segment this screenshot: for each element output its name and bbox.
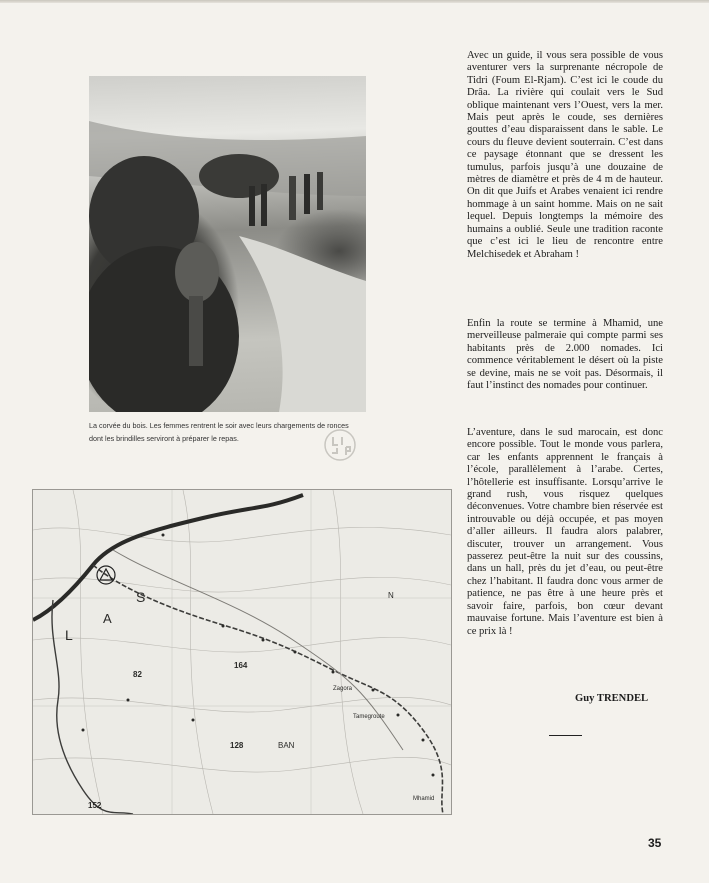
watermark-logo-icon [322,427,358,463]
map-drawing [33,490,451,814]
map-main-road [33,495,303,620]
map-village-dots [82,534,435,777]
map-place-mhamid: Mhamid [413,796,435,802]
photo-figure [289,176,296,220]
map-contours [33,490,451,814]
article-paragraph-3: L’aventure, dans le sud marocain, est donc encore possible. Tout le monde vous parlera, car les enfants apprennent le français à l’école, parallèlement à l’arabe. Certes, l’hôtellerie est insuffisante. Lorsqu’arrive le grand rush, vous risquez quelques déconvenues. Votre chambre bien réservée est introuvable ou déjà occupée, et pas moyen d’aller ailleurs. Il faudra alors palabrer, discuter, trouver un arrangement. Vous passerez peut-être la nuit sur des coussins, dans un hall, près du jet d’eau, ou peut-être chez l’habitant. Il faudra donc vous armer de patience, ne pas être à une heure près et savoir faire, parfois, bon cœur devant mauvaise fortune. Mais l’aventure est bien à ce prix là ! [467,427,663,637]
caption-line-1: La corvée du bois. Les femmes rentrent le soir avec leurs chargements de ronces [89,421,349,430]
photo-figure [189,296,203,366]
map-letter-l: L [65,627,73,643]
map-place-n: N [388,591,394,600]
region-map [32,489,452,815]
map-place-ban: BAN [278,741,295,750]
publisher-watermark-logo [322,427,358,463]
photo-road [239,236,366,412]
photo-figure [261,184,267,226]
article-paragraph-2: Enfin la route se termine à Mhamid, une merveilleuse palmeraie qui compte parmi ses habitants près de 2.000 nomades. Ici commence véritablement le désert où la piste se devine, mais ne se voit pas. Désormais, il faut l’instinct des nomades pour continuer. [467,318,663,392]
end-rule [549,735,582,736]
page-number: 35 [648,836,662,850]
map-place-tamegroute: Tamegroute [353,714,385,720]
article-author: Guy TRENDEL [575,693,649,704]
map-route-152: 152 [88,801,102,810]
caption-line-2: dont les brindilles serviront à préparer le repas. [89,434,239,443]
top-rule [0,0,709,3]
map-route-82: 82 [133,670,142,679]
photo-figure [304,174,310,214]
photo-figure [175,242,219,302]
photo-figure [249,186,255,226]
article-paragraph-1: Avec un guide, il vous sera possible de vous aventurer vers la surprenante nécropole de Tidri (Foum El-Rjam). C’est ici le coude du Drâa. La rivière qui coulait vers le Sud oblique maintenant vers l’Ouest, vers la mer. Mais peut après le coude, ses dernières gouttes d’eau disparaissent dans le sable. Le cours du fleuve devient souterrain. C’est dans ce paysage étonnant que se dressent les tumulus, parfois jusqu’à une douzaine de mètres de diamètre et près de 4 m de hauteur. On dit que Juifs et Arabes venaient ici rendre hommage à un saint homme. Mais on ne sait lequel. Depuis longtemps la mémoire des humains a oublié. Seule une tradition raconte que c’est ici le lieu de rencontre entre Melchisedek et Abraham ! [467,50,663,260]
map-valley-road [93,565,443,814]
photo-figure [317,172,323,210]
photo-illustration [89,76,366,412]
photo-women-carrying-wood [89,76,366,412]
map-letter-a: A [103,611,112,626]
map-place-zagora: Zagora [333,686,353,692]
map-route-128: 128 [230,741,244,750]
map-river [113,550,403,750]
map-letter-s: S [136,589,146,605]
map-route-164: 164 [234,661,248,670]
